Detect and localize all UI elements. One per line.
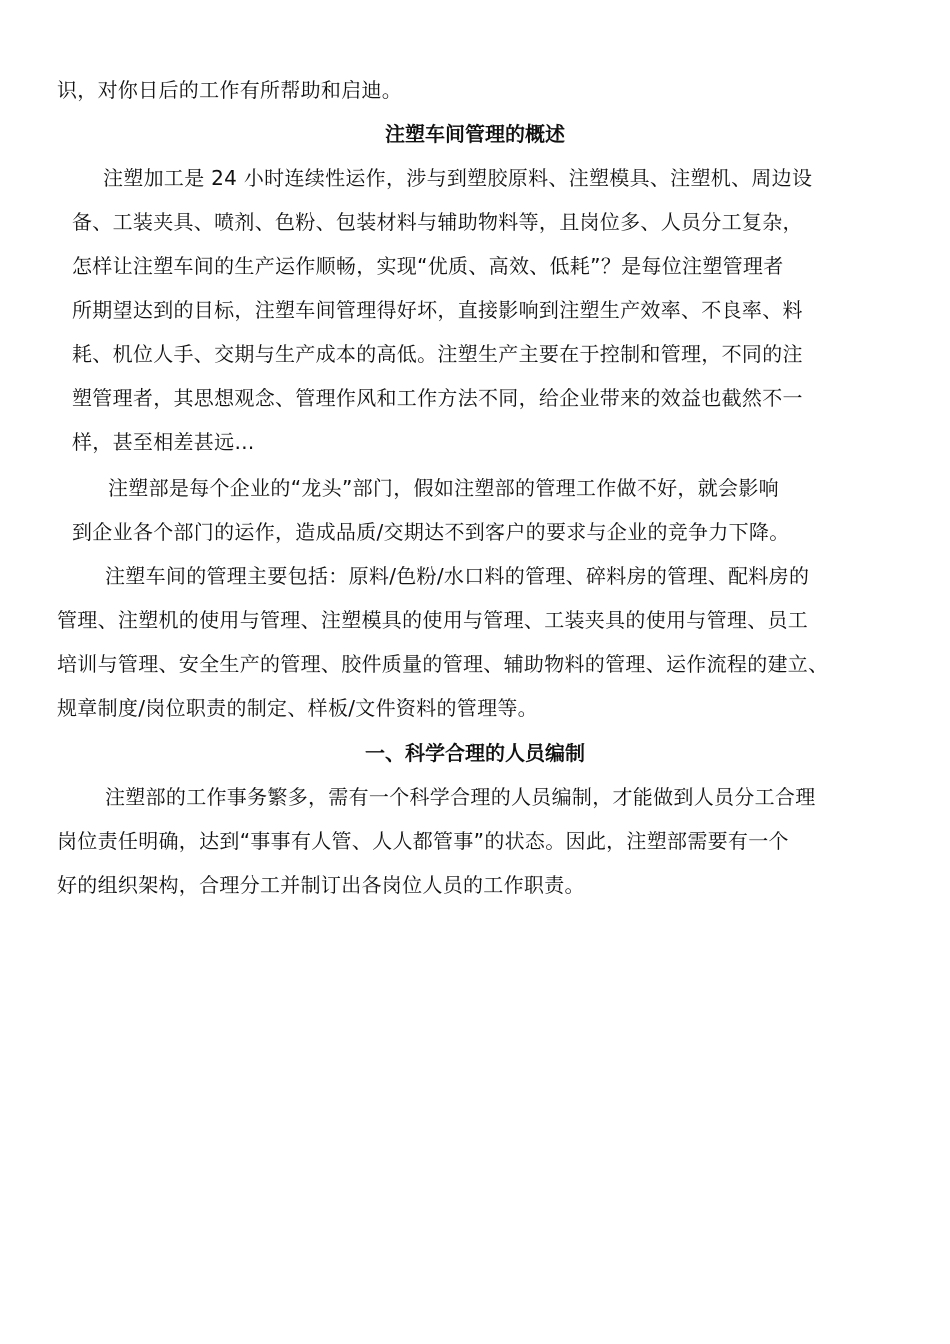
section-title-overview: 注塑车间管理的概述 [385, 122, 565, 146]
paragraph-line: 样，甚至相差甚远… [72, 430, 255, 454]
paragraph-line: 规章制度/岗位职责的制定、样板/文件资料的管理等。 [57, 696, 538, 720]
paragraph-line: 所期望达到的目标，注塑车间管理得好坏，直接影响到注塑生产效率、不良率、料 [72, 298, 803, 322]
paragraph-line: 怎样让注塑车间的生产运作顺畅，实现“优质、高效、低耗”？是每位注塑管理者 [72, 254, 784, 278]
paragraph-line: 岗位责任明确，达到“事事有人管、人人都管事”的状态。因此，注塑部需要有一个 [57, 829, 789, 853]
paragraph-line: 管理、注塑机的使用与管理、注塑模具的使用与管理、工装夹具的使用与管理、员工 [57, 608, 809, 632]
section-title-staffing: 一、科学合理的人员编制 [365, 741, 585, 765]
paragraph-line: 到企业各个部门的运作，造成品质/交期达不到客户的要求与企业的竞争力下降。 [72, 520, 790, 544]
paragraph-line: 注塑车间的管理主要包括：原料/色粉/水口料的管理、碎料房的管理、配料房的 [105, 564, 810, 588]
intro-line: 识，对你日后的工作有所帮助和启迪。 [57, 78, 403, 102]
paragraph-line: 注塑加工是 24 小时连续性运作，涉与到塑胶原料、注塑模具、注塑机、周边设 [103, 166, 813, 190]
paragraph-line: 注塑部的工作事务繁多，需有一个科学合理的人员编制，才能做到人员分工合理 [105, 785, 816, 809]
paragraph-line: 注塑部是每个企业的“龙头”部门，假如注塑部的管理工作做不好，就会影响 [108, 476, 779, 500]
paragraph-line: 培训与管理、安全生产的管理、胶件质量的管理、辅助物料的管理、运作流程的建立、 [57, 652, 829, 676]
paragraph-line: 耗、机位人手、交期与生产成本的高低。注塑生产主要在于控制和管理，不同的注 [72, 342, 803, 366]
paragraph-line: 备、工装夹具、喷剂、色粉、包装材料与辅助物料等，且岗位多、人员分工复杂， [72, 210, 803, 234]
paragraph-line: 好的组织架构，合理分工并制订出各岗位人员的工作职责。 [57, 873, 585, 897]
paragraph-line: 塑管理者，其思想观念、管理作风和工作方法不同，给企业带来的效益也截然不一 [72, 386, 803, 410]
